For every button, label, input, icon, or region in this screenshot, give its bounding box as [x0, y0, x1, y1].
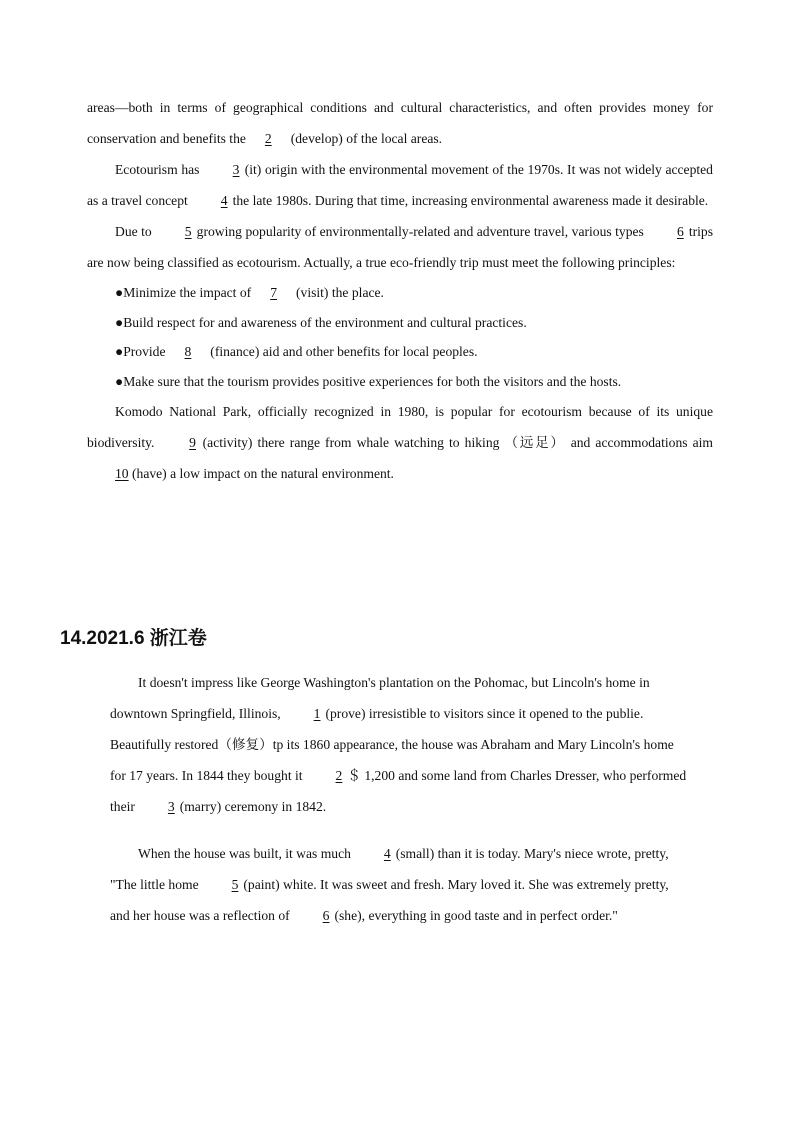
blank-14-4: 4: [383, 846, 391, 861]
section-14-paragraph-2: When the house was built, it was much 4 (small) than it is today. Mary's niece wrote, pretty, "The little home 5 (paint) white. It was sweet and fresh. Mary loved it. She was extremely pretty, and her house was a reflection of 6 (she), everything in good taste and in perfect order.": [110, 838, 690, 931]
blank-5: 5: [184, 224, 192, 239]
paragraph-2: Ecotourism has 3 (it) origin with the environmental movement of the 1970s. It was not widely accepted as a travel concept 4 the late 1980s. During that time, increasing environmental awareness made it desirable.: [87, 154, 713, 216]
bullet-3: ●Provide 8 (finance) aid and other benefits for local peoples.: [87, 337, 713, 367]
blank-4: 4: [220, 193, 228, 208]
section-14-paragraph-1: It doesn't impress like George Washington's plantation on the Pohomac, but Lincoln's home in downtown Springfield, Illinois, 1 (prove) irresistible to visitors since it opened to the publie. Beautifully restored（修复）tp its 1860 appearance, the house was Abraham and Mary Lincoln's home for 17 years. In 1844 they bought it 2 ＄ 1,200 and some land from Charles Dresser, who performed their 3 (marry) ceremony in 1842.: [110, 667, 690, 822]
blank-3: 3: [232, 162, 240, 177]
blank-14-5: 5: [231, 877, 239, 892]
blank-7: 7: [270, 285, 277, 300]
blank-14-1: 1: [313, 706, 321, 721]
paragraph-1: areas—both in terms of geographical conditions and cultural characteristics, and often provides money for conservation and benefits the 2 (develop) of the local areas.: [87, 92, 713, 154]
blank-14-2: 2: [335, 768, 343, 783]
section-14-heading: 14.2021.6 浙江卷: [60, 628, 207, 649]
paragraph-4: Komodo National Park, officially recognized in 1980, is popular for ecotourism because of its unique biodiversity. 9 (activity) there range from whale watching to hiking （远足） and accommodations aim 10 (have) a low impact on the natural environment.: [87, 396, 713, 489]
blank-9: 9: [189, 435, 196, 450]
blank-14-6: 6: [322, 908, 330, 923]
blank-8: 8: [184, 344, 192, 359]
section-13-passage: [87, 92, 713, 489]
bullet-4: ●Make sure that the tourism provides positive experiences for both the visitors and the hosts.: [115, 373, 622, 389]
paragraph-3: Due to 5 growing popularity of environmentally-related and adventure travel, various types 6 trips are now being classified as ecotourism. Actually, a true eco-friendly trip must meet the following principles:: [87, 216, 713, 278]
blank-14-3: 3: [167, 799, 175, 814]
bullet-2: ●Build respect for and awareness of the environment and cultural practices.: [115, 314, 527, 330]
blank-10: 10: [115, 466, 129, 481]
bullet-1: ●Minimize the impact of 7 (visit) the place.: [87, 278, 713, 308]
blank-6: 6: [676, 224, 684, 239]
blank-2: 2: [264, 131, 272, 146]
